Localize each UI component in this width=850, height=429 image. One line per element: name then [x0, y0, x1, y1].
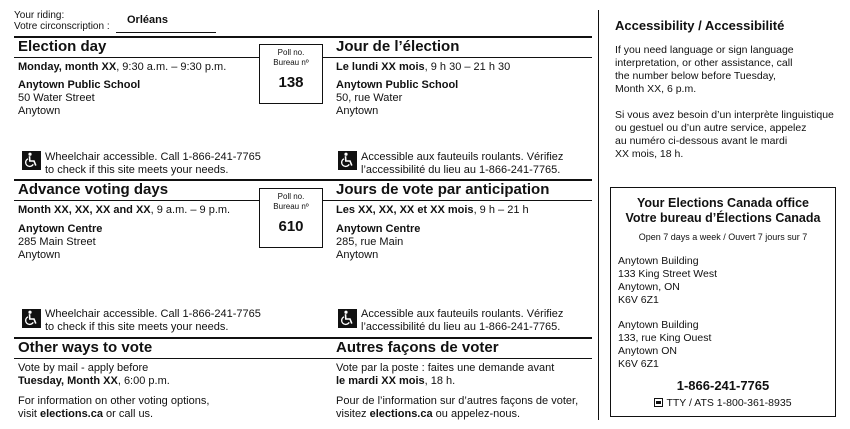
advance-voting-place-en: Anytown Centre	[18, 223, 103, 235]
advance-voting-place-fr: Anytown Centre	[336, 223, 421, 235]
other-ways-title-en: Other ways to vote	[18, 339, 153, 356]
election-day-place-fr: Anytown Public School	[336, 79, 459, 91]
poll-label-en: Poll no.	[277, 192, 305, 201]
accessibility-fr: Si vous avez besoin d’un interprète linguistique ou gestuel ou d’un autre service, appelez au numéro ci-dessous avant le mardi XX mois, 18 h.	[615, 109, 834, 160]
advance-voting-when-en: Month XX, XX, XX and XX, 9 a.m. – 9 p.m.	[18, 204, 231, 216]
election-day-details-en	[18, 61, 226, 118]
office-phone[interactable]: 1-866-241-7765	[676, 378, 770, 393]
advance-voting-access-fr: Accessible aux fauteuils roulants. Vérifiez l’accessibilité du lieu au 1-866-241-7765.	[361, 308, 564, 333]
wheelchair-icon	[22, 309, 41, 328]
tty-icon	[654, 398, 663, 407]
elections-link[interactable]: elections.ca	[40, 408, 103, 420]
riding-labels	[14, 10, 110, 32]
advance-voting-street-fr: 285, rue Main	[336, 236, 404, 248]
mail-deadline-en: Tuesday, Month XX, 6:00 p.m.	[18, 375, 170, 387]
advance-voting-poll-box	[259, 188, 323, 248]
advance-voting-street-en: 285 Main Street	[18, 236, 96, 248]
riding-label-en: Your riding:	[14, 10, 65, 21]
wheelchair-icon	[22, 151, 41, 170]
election-day-access-en: Wheelchair accessible. Call 1-866-241-7765 to check if this site meets your needs.	[45, 151, 261, 176]
office-hours: Open 7 days a week / Ouvert 7 jours sur 7	[638, 232, 808, 242]
other-ways-details-fr	[336, 362, 578, 421]
election-day-place-en: Anytown Public School	[18, 79, 141, 91]
poll-label-fr: Bureau nº	[273, 202, 309, 211]
info-fr-1: Pour de l’information sur d’autres façons de voter,	[336, 395, 579, 407]
mail-vote-en: Vote by mail - apply before	[18, 362, 149, 374]
advance-voting-access-en: Wheelchair accessible. Call 1-866-241-7765 to check if this site meets your needs.	[45, 308, 261, 333]
info-fr-2: visitez elections.ca ou appelez-nous.	[336, 408, 521, 420]
election-day-title-en: Election day	[18, 38, 107, 55]
election-day-town-en: Anytown	[18, 105, 61, 117]
advance-voting-details-fr	[336, 204, 529, 262]
column-divider	[598, 10, 599, 420]
advance-voting-when-fr: Les XX, XX, XX et XX mois, 9 h – 21 h	[336, 204, 529, 216]
election-day-poll-box	[259, 44, 323, 104]
info-en-2: visit elections.ca or call us.	[18, 408, 154, 420]
elections-link[interactable]: elections.ca	[369, 408, 433, 420]
other-ways-title-fr: Autres façons de voter	[336, 339, 499, 356]
office-tty: TTY / ATS 1-800-361-8935	[611, 397, 835, 410]
election-day-town-fr: Anytown	[336, 105, 379, 117]
riding-name: Orléans	[127, 14, 168, 26]
advance-voting-title-fr: Jours de vote par anticipation	[336, 181, 550, 198]
poll-label-en: Poll no.	[277, 48, 305, 57]
other-ways-details-en	[18, 362, 209, 421]
advance-voting-town-en: Anytown	[18, 249, 61, 261]
office-address-fr: Anytown Building 133, rue King Ouest Anytown ON K6V 6Z1	[618, 319, 712, 370]
poll-number: 138	[278, 74, 304, 91]
election-day-street-en: 50 Water Street	[18, 92, 95, 104]
office-address-en: Anytown Building 133 King Street West Anytown, ON K6V 6Z1	[618, 255, 718, 306]
election-day-when-fr: Le lundi XX mois, 9 h 30 – 21 h 30	[336, 61, 511, 73]
election-day-street-fr: 50, rue Water	[336, 92, 403, 104]
election-day-details-fr	[336, 61, 510, 118]
office-title: Your Elections Canada office Votre bureau d’Élections Canada	[625, 196, 821, 225]
advance-voting-title-en: Advance voting days	[18, 181, 169, 198]
advance-voting-town-fr: Anytown	[336, 249, 379, 261]
election-day-when-en: Monday, month XX, 9:30 a.m. – 9:30 p.m.	[18, 61, 227, 73]
info-en-1: For information on other voting options,	[18, 395, 210, 407]
wheelchair-icon	[338, 309, 357, 328]
mail-vote-fr: Vote par la poste : faites une demande avant	[336, 362, 555, 374]
poll-label-fr: Bureau nº	[273, 58, 309, 67]
poll-number: 610	[278, 218, 304, 235]
riding-label-fr: Votre circonscription :	[14, 21, 110, 32]
accessibility-en: If you need language or sign language interpretation, or other assistance, call the number below before Tuesday, Month XX, 6 p.m.	[615, 44, 794, 95]
wheelchair-icon	[338, 151, 357, 170]
election-day-title-fr: Jour de l’élection	[336, 38, 460, 55]
election-day-access-fr: Accessible aux fauteuils roulants. Vérifiez l’accessibilité du lieu au 1-866-241-7765.	[361, 151, 564, 176]
riding-underline	[116, 32, 216, 33]
advance-voting-details-en	[18, 204, 230, 262]
other-ways-subrule	[14, 358, 592, 359]
accessibility-title: Accessibility / Accessibilité	[615, 18, 785, 33]
mail-deadline-fr: le mardi XX mois, 18 h.	[336, 375, 456, 387]
office-box	[610, 187, 836, 417]
